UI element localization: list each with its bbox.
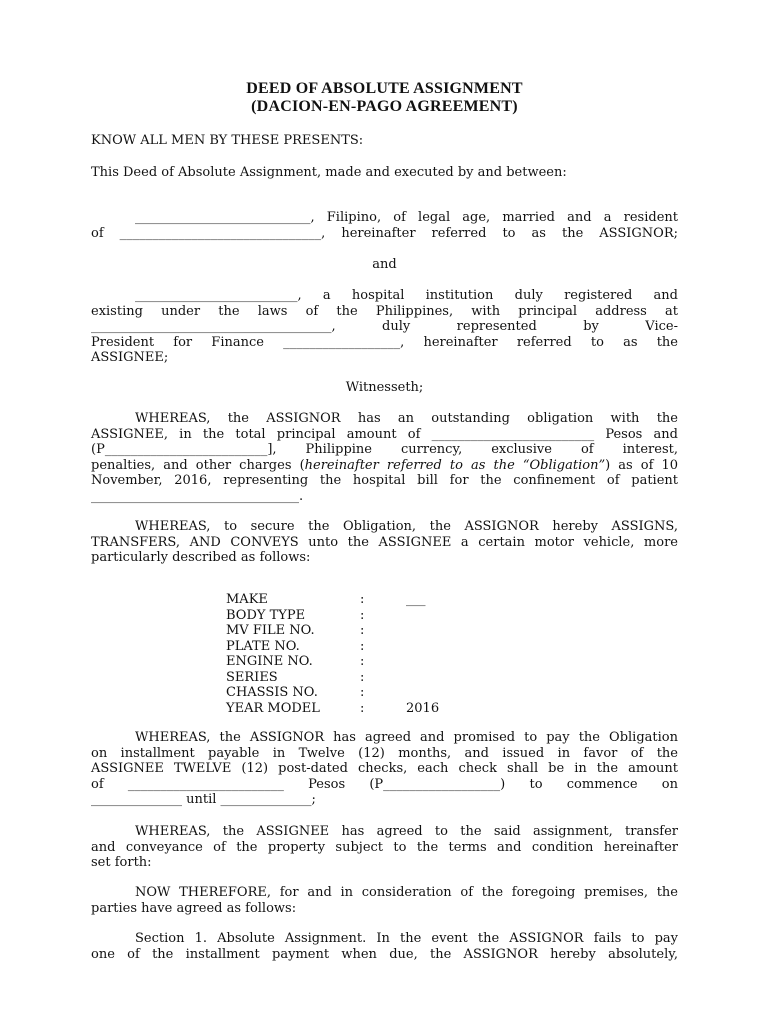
whereas-security-paragraph bbox=[91, 519, 678, 566]
vehicle-label: MAKE bbox=[226, 592, 268, 607]
whereas1-line-3: (P_________________________], Philippine currency, exclusive of interest, bbox=[91, 442, 678, 457]
whereas1-line-4-pre: penalties, and other charges ( bbox=[91, 457, 305, 473]
vehicle-row-year-model bbox=[226, 701, 486, 717]
whereas2-line-2: TRANSFERS, AND CONVEYS unto the ASSIGNEE a certain motor vehicle, more bbox=[91, 534, 678, 550]
vehicle-label: BODY TYPE bbox=[226, 607, 306, 623]
assignee-line-1: _________________________, a hospital institution duly registered and bbox=[135, 288, 678, 303]
vehicle-row-plate-no bbox=[226, 639, 486, 655]
whereas3-line-2: on installment payable in Twelve (12) months, and issued in favor of the bbox=[91, 745, 678, 761]
vehicle-colon: : bbox=[360, 638, 365, 654]
vehicle-colon: : bbox=[360, 669, 365, 685]
whereas-obligation-paragraph bbox=[91, 411, 678, 504]
whereas3-line-4: of ________________________ Pesos (P__________________) to commence on bbox=[91, 776, 678, 792]
vehicle-colon: : bbox=[360, 607, 365, 623]
whereas2-line-3: particularly described as follows: bbox=[91, 550, 311, 565]
document-title bbox=[91, 80, 678, 116]
whereas3-line-5: ______________ until ______________; bbox=[91, 792, 316, 807]
whereas4-line-2: and conveyance of the property subject to the terms and condition hereinafter bbox=[91, 839, 678, 855]
assignee-line-3: _____________________________________, duly represented by Vice- bbox=[91, 319, 678, 334]
whereas3-line-3: ASSIGNEE TWELVE (12) post-dated checks, each check shall be in the amount bbox=[91, 761, 678, 776]
whereas4-line-3: set forth: bbox=[91, 855, 152, 870]
vehicle-row-make bbox=[226, 592, 486, 608]
whereas1-line-1: WHEREAS, the ASSIGNOR has an outstanding obligation with the bbox=[135, 411, 678, 426]
title-line-1: DEED OF ABSOLUTE ASSIGNMENT bbox=[246, 80, 523, 97]
whereas1-line-4-post: ) as of 10 bbox=[605, 457, 679, 473]
vehicle-label: SERIES bbox=[226, 669, 278, 685]
and-connector: and bbox=[372, 257, 397, 272]
whereas-agreement-paragraph bbox=[91, 824, 678, 871]
section-1-paragraph bbox=[91, 931, 678, 962]
title-line-2: (DACION-EN-PAGO AGREEMENT) bbox=[251, 98, 518, 115]
whereas-installment-paragraph bbox=[91, 730, 678, 808]
obligation-definition: hereinafter referred to as the “Obligation” bbox=[304, 457, 606, 473]
assignee-line-2: existing under the laws of the Philippines, with principal address at bbox=[91, 303, 678, 319]
now-therefore-line-2: parties have agreed as follows: bbox=[91, 900, 297, 916]
vehicle-label: MV FILE NO. bbox=[226, 623, 315, 638]
whereas1-line-6: ________________________________. bbox=[91, 488, 304, 504]
whereas1-line-2: ASSIGNEE, in the total principal amount of _________________________ Pesos and bbox=[91, 426, 678, 442]
vehicle-colon: : bbox=[360, 654, 365, 669]
whereas3-line-1: WHEREAS, the ASSIGNOR has agreed and promised to pay the Obligation bbox=[135, 730, 678, 745]
vehicle-spec-table bbox=[226, 592, 486, 716]
assignee-line-4: President for Finance __________________, hereinafter referred to as the bbox=[91, 334, 678, 350]
assignor-line-2: of _______________________________, hereinafter referred to as the ASSIGNOR; bbox=[91, 225, 678, 241]
vehicle-label: YEAR MODEL bbox=[226, 700, 320, 716]
intro-paragraph: This Deed of Absolute Assignment, made and executed by and between: bbox=[91, 165, 567, 180]
vehicle-row-series bbox=[226, 670, 486, 686]
vehicle-value: 2016 bbox=[406, 700, 440, 716]
vehicle-label: CHASSIS NO. bbox=[226, 685, 318, 700]
now-therefore-line-1: NOW THEREFORE, for and in consideration of the foregoing premises, the bbox=[135, 885, 678, 900]
vehicle-colon: : bbox=[360, 685, 365, 700]
witnesseth-heading: Witnesseth; bbox=[345, 380, 424, 395]
vehicle-colon: : bbox=[360, 700, 365, 716]
vehicle-row-body-type bbox=[226, 608, 486, 624]
whereas2-line-1: WHEREAS, to secure the Obligation, the ASSIGNOR hereby ASSIGNS, bbox=[135, 519, 678, 534]
vehicle-colon: : bbox=[360, 623, 365, 638]
vehicle-value: ___ bbox=[406, 592, 426, 607]
now-therefore-paragraph bbox=[91, 885, 678, 916]
whereas1-line-5: November, 2016, representing the hospital bill for the confinement of patient bbox=[91, 473, 678, 488]
know-all-men: KNOW ALL MEN BY THESE PRESENTS: bbox=[91, 133, 364, 148]
assignor-line-1: ___________________________, Filipino, of legal age, married and a resident bbox=[135, 210, 678, 225]
vehicle-row-mv-file-no bbox=[226, 623, 486, 639]
assignor-paragraph bbox=[91, 210, 678, 241]
assignee-paragraph bbox=[91, 288, 678, 366]
vehicle-label: ENGINE NO. bbox=[226, 654, 313, 669]
section1-line-1: Section 1. Absolute Assignment. In the event the ASSIGNOR fails to pay bbox=[135, 931, 678, 946]
section1-line-2: one of the installment payment when due, the ASSIGNOR hereby absolutely, bbox=[91, 946, 678, 962]
vehicle-label: PLATE NO. bbox=[226, 638, 300, 654]
whereas1-line-4 bbox=[91, 458, 678, 474]
vehicle-row-engine-no bbox=[226, 654, 486, 670]
whereas4-line-1: WHEREAS, the ASSIGNEE has agreed to the said assignment, transfer bbox=[135, 824, 678, 839]
vehicle-colon: : bbox=[360, 592, 365, 607]
vehicle-row-chassis-no bbox=[226, 685, 486, 701]
assignee-line-5: ASSIGNEE; bbox=[91, 350, 169, 365]
